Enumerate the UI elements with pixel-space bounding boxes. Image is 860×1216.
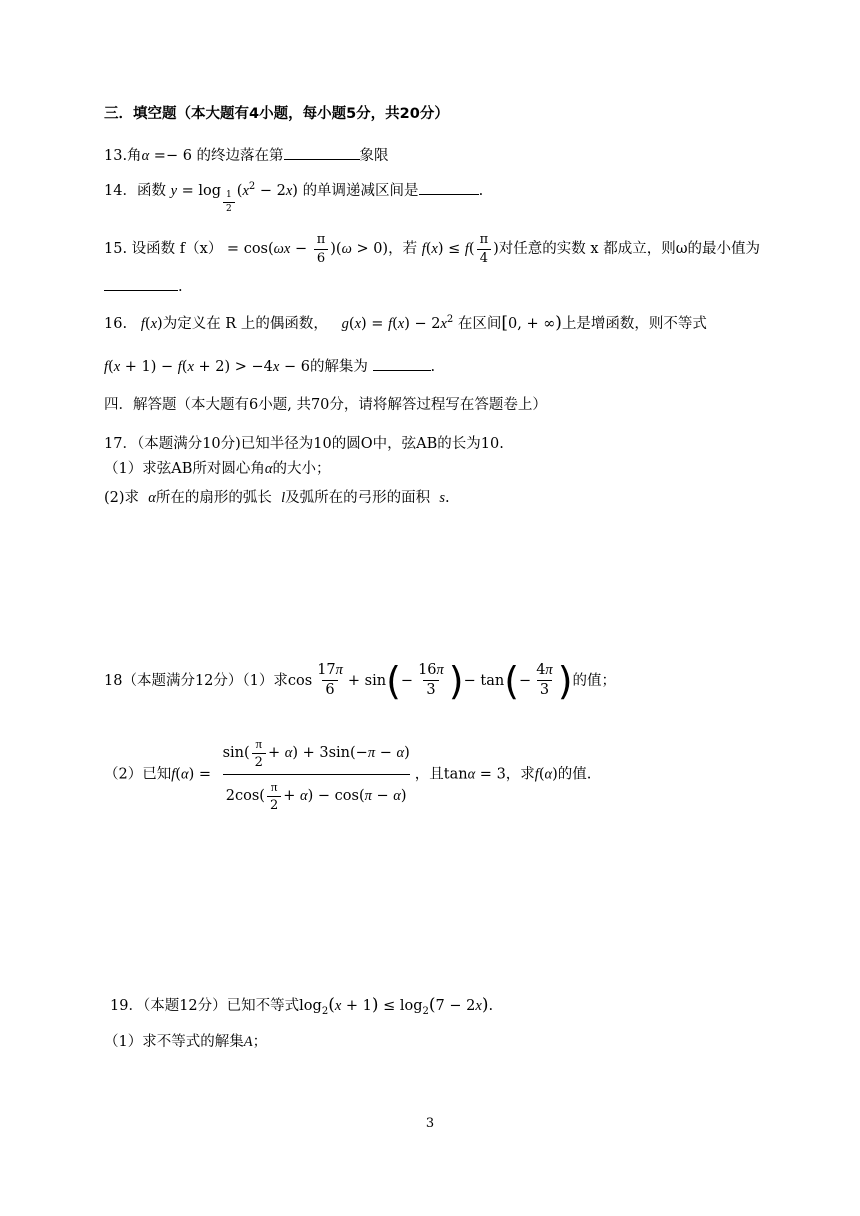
page-number: 3 <box>425 1116 435 1131</box>
q13-end: 象限 <box>359 148 389 164</box>
q16-fx: f(x) <box>140 316 163 332</box>
q15-end: . <box>178 279 183 295</box>
q17-p2-text: 所在的扇形的弧长 <box>155 490 272 506</box>
q14-end: . <box>478 183 484 199</box>
q18-p2-label: （2）已知 <box>104 766 172 783</box>
q13-formula: α <box>141 148 150 164</box>
question-16-line-2 <box>104 356 435 376</box>
q14-blank <box>419 180 479 195</box>
section-3-heading: 三．填空题（本大题有4小题，每小题5分，共20分） <box>104 106 449 122</box>
q16-text-2: 在区间 <box>457 316 502 332</box>
q15-cond: f(x) ≤ f( $\frac{\pi}{4}$ ) <box>421 232 499 266</box>
q13-text: 的终边落在第 <box>196 148 284 164</box>
q18-tan: tanα = 3 <box>443 766 506 783</box>
section-4-heading: 四．解答题（本大题有6小题, 共70分，请将解答过程写在答题卷上） <box>104 397 547 413</box>
q18-expression: cos $\frac{17\pi}{6}$ + sin(− $\frac{16\pi}{3}$ )− tan(− $\frac{4\pi}{3}$ ) <box>287 658 573 703</box>
q17-p2-text-2: 及弧所在的弓形的面积 <box>285 490 431 506</box>
q16-blank <box>373 356 431 371</box>
q18-fraction: sin( $\frac{\pi}{2}$ + α) + 3sin(−π − α) 2cos( $\frac{\pi}{2}$ + α) − cos(π − α) <box>222 736 410 813</box>
q19-inequality: $\log_2(x + 1) \le \log_2(7 - 2x)$ <box>299 995 489 1017</box>
q16-label: 16. <box>104 316 128 332</box>
question-17-stem: 17．（本题满分10分)已知半径为10的圆O中，弦AB的长为10. <box>104 436 504 452</box>
q13-blank <box>284 145 360 160</box>
q19-end: . <box>488 998 494 1014</box>
q17-p2-label: (2)求 <box>104 490 140 506</box>
q17-p1-end: 的大小； <box>272 461 331 477</box>
q16-text-4: 的解集为 <box>309 359 368 375</box>
question-19-part-1 <box>104 1034 267 1051</box>
q18-p2-text-2: ，求 <box>505 766 535 783</box>
q17-alpha-2: α <box>148 490 156 506</box>
q16-inequality: f(x + 1) − f(x + 2) > −4x − 6 <box>104 359 310 375</box>
q14-text: 的单调递减区间是 <box>302 183 419 199</box>
question-15 <box>104 232 760 266</box>
q13-label: 13.角 <box>104 148 142 164</box>
q16-interval: [ <box>501 313 509 333</box>
q15-label: 15. 设函数 f（x） <box>104 241 223 258</box>
q15-text: 对任意的实数 x 都成立，则ω的最小值为 <box>498 241 761 258</box>
q16-end: . <box>430 359 436 375</box>
q15-mid: ，若 <box>388 241 418 258</box>
q18-stem: 18（本题满分12分）（1）求 <box>104 672 288 689</box>
q17-l: l <box>281 490 286 506</box>
q19-set-a: A <box>243 1034 253 1050</box>
q17-s: s <box>439 490 446 506</box>
q18-p2-end: 的值. <box>557 766 592 783</box>
question-19-stem <box>110 995 493 1018</box>
q17-p1-text: （1）求弦AB所对圆心角 <box>104 461 265 477</box>
q18-p2-text: ，且 <box>414 766 444 783</box>
q14-label: 14．函数 <box>104 183 166 199</box>
q15-blank <box>104 276 178 291</box>
q19-p1-end: ； <box>252 1034 268 1050</box>
q15-func: = cos(ωx − $\frac{\pi}{6}$ )(ω > 0) <box>222 232 389 266</box>
question-14 <box>104 180 484 214</box>
q19-stem-text: 19．（本题12分）已知不等式 <box>110 998 300 1014</box>
question-13: 13.角α =− 6 的终边落在第 象限 <box>104 145 389 165</box>
q19-p1-text: （1）求不等式的解集 <box>104 1034 244 1050</box>
question-16: 16. f(x)为定义在 R 上的偶函数， $g(x) = f(x) - 2x^2$ 在区间[0, + ∞)上是增函数，则不等式 <box>104 313 707 333</box>
q18-falpha: f(α) = <box>171 766 216 783</box>
q17-p2-end: . <box>445 490 450 506</box>
q18-falpha-2: f(α) <box>534 766 558 783</box>
question-18-part-1 <box>104 658 617 703</box>
q16-text-3: 上是增函数，则不等式 <box>561 316 707 332</box>
q17-alpha: α <box>264 461 273 477</box>
q14-formula: y = log $_{\frac{1}{2}}$ $(x^2 - 2x)$ <box>170 181 298 214</box>
q16-text-1: 为定义在 R 上的偶函数， <box>162 316 328 332</box>
question-15-answer-line <box>104 276 183 296</box>
q16-gx: $g(x) = f(x) - 2x^2$ <box>341 314 454 332</box>
question-17-part-2 <box>104 490 450 507</box>
question-17-part-1 <box>104 461 330 478</box>
question-18-part-2 <box>104 736 591 813</box>
q18-p1-end: 的值； <box>572 672 617 689</box>
